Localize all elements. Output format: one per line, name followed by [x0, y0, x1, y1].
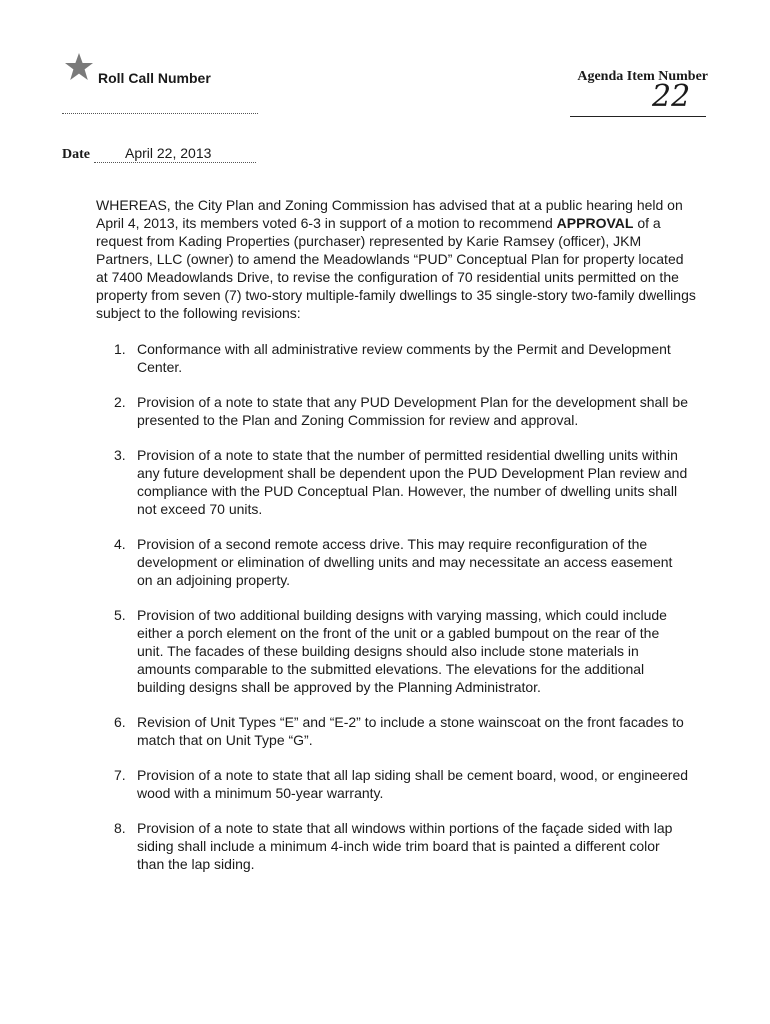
- item-text: Provision of a note to state that all windows within portions of the façade sided with lap siding shall include a minimum 4-inch wide trim board that is painted a different color than the lap siding.: [137, 820, 673, 872]
- item-number: 2.: [114, 394, 126, 410]
- list-item: [96, 393, 696, 429]
- item-text: Provision of two additional building designs with varying massing, which could include either a porch element on the front of the unit or a gabled bumpout on the rear of the unit. The facades of these building designs should also include stone materials in amounts comparable to the submitted elevations. The elevations for the additional building designs shall be approved by the Planning Administrator.: [137, 607, 667, 695]
- list-item: [96, 340, 696, 376]
- whereas-rest: of a request from Kading Properties (purchaser) represented by Karie Ramsey (officer), JKM Partners, LLC (owner) to amend the Meadowlands “PUD” Conceptual Plan for property located at 7400 Meadowlands Drive, to revise the configuration of 70 residential units permitted on the property from seven (7) two-story multiple-family dwellings to 35 single-story two-family dwellings subject to the following revisions:: [96, 215, 696, 321]
- item-text: Provision of a note to state that all lap siding shall be cement board, wood, or engineered wood with a minimum 50-year warranty.: [137, 767, 689, 801]
- agenda-item-number: 22: [652, 79, 691, 114]
- item-number: 7.: [114, 767, 126, 783]
- item-number: 8.: [114, 820, 126, 836]
- item-text: Revision of Unit Types “E” and “E-2” to include a stone wainscoat on the front facades to match that on Unit Type “G”.: [137, 714, 684, 748]
- date-dotted-line: [94, 162, 256, 163]
- roll-call-label: Roll Call Number: [98, 70, 211, 86]
- roll-call-number-line: [62, 113, 258, 114]
- agenda-item-label: Agenda Item Number: [577, 69, 708, 84]
- approval-word: APPROVAL: [556, 215, 634, 231]
- date-label: Date: [62, 147, 90, 162]
- revision-list: [96, 340, 696, 873]
- list-item: [96, 606, 696, 696]
- item-number: 3.: [114, 447, 126, 463]
- item-text: Provision of a note to state that the number of permitted residential dwelling units within any future development shall be dependent upon the PUD Development Plan review and compliance with the PUD Conceptual Plan. However, the number of dwelling units shall not exceed 70 units.: [137, 447, 688, 517]
- list-item: [96, 766, 696, 802]
- list-item: [96, 446, 696, 518]
- whereas-intro: WHEREAS, the City Plan and Zoning Commission has advised that at a public hearing held on April 4, 2013, its members voted 6-3 in support of a motion to recommend: [96, 197, 683, 231]
- resolution-body: [96, 196, 696, 890]
- list-item: [96, 535, 696, 589]
- item-number: 4.: [114, 536, 126, 552]
- date-value: April 22, 2013: [125, 145, 212, 161]
- item-number: 1.: [114, 341, 126, 357]
- item-number: 5.: [114, 607, 126, 623]
- list-item: [96, 713, 696, 749]
- whereas-paragraph: [96, 196, 696, 322]
- star-icon: [64, 52, 94, 82]
- item-text: Provision of a note to state that any PUD Development Plan for the development shall be presented to the Plan and Zoning Commission for review and approval.: [137, 394, 688, 428]
- list-item: [96, 819, 696, 873]
- item-number: 6.: [114, 714, 126, 730]
- agenda-item-underline: [570, 116, 706, 117]
- item-text: Provision of a second remote access drive. This may require reconfiguration of the development or elimination of dwelling units and may necessitate an access easement on an adjoining property.: [137, 536, 673, 588]
- item-text: Conformance with all administrative review comments by the Permit and Development Center.: [137, 341, 671, 375]
